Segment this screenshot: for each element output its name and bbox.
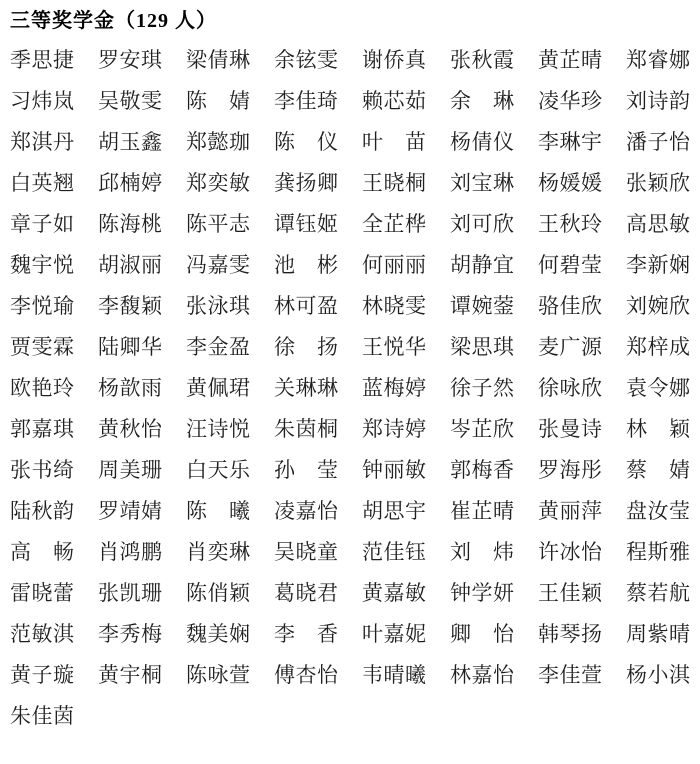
name-row [10,450,690,491]
name-cell: 蓝梅婷 [362,376,426,400]
name-cell: 徐扬 [274,335,338,359]
name-row [10,409,690,450]
name-cell: 郑睿娜 [626,48,690,72]
name-row [10,122,690,163]
name-cell: 季思捷 [10,48,74,72]
name-cell: 胡静宜 [450,253,514,277]
name-cell: 凌嘉怡 [274,499,338,523]
name-cell: 陈俏颖 [186,581,250,605]
name-cell: 蔡婧 [626,458,690,482]
name-cell: 张泳琪 [186,294,250,318]
name-row [10,696,690,737]
name-cell: 吴晓童 [274,540,338,564]
name-cell: 罗靖婧 [98,499,162,523]
name-grid [10,40,690,737]
name-cell: 黄嘉敏 [362,581,426,605]
name-cell: 徐咏欣 [538,376,602,400]
document-title: 三等奖学金（129 人） [10,10,217,32]
name-cell: 叶嘉妮 [362,622,426,646]
name-cell: 周紫晴 [626,622,690,646]
name-cell: 罗海彤 [538,458,602,482]
name-cell: 程斯雅 [626,540,690,564]
name-cell: 李佳萱 [538,663,602,687]
name-row [10,614,690,655]
name-cell: 袁令娜 [626,376,690,400]
name-cell: 朱佳茵 [10,704,74,728]
name-cell: 张凯珊 [98,581,162,605]
name-cell: 郑诗婷 [362,417,426,441]
name-cell: 陈平志 [186,212,250,236]
name-cell: 卿怡 [450,622,514,646]
name-cell: 梁倩琳 [186,48,250,72]
name-cell: 胡淑丽 [98,253,162,277]
name-cell: 范敏淇 [10,622,74,646]
name-cell: 高畅 [10,540,74,564]
name-cell: 郭嘉琪 [10,417,74,441]
name-cell: 潘子怡 [626,130,690,154]
name-row [10,40,690,81]
name-cell: 肖奕琳 [186,540,250,564]
name-cell: 谭钰姬 [274,212,338,236]
name-cell: 李琳宇 [538,130,602,154]
name-cell: 谭婉蓥 [450,294,514,318]
name-row [10,368,690,409]
name-cell: 林晓雯 [362,294,426,318]
name-cell: 胡玉鑫 [98,130,162,154]
name-cell: 梁思琪 [450,335,514,359]
name-cell: 黄芷晴 [538,48,602,72]
name-cell: 魏美娴 [186,622,250,646]
name-cell: 郑奕敏 [186,171,250,195]
name-cell: 吴敬雯 [98,89,162,113]
name-cell: 陆秋韵 [10,499,74,523]
name-cell: 王佳颖 [538,581,602,605]
name-cell: 罗安琪 [98,48,162,72]
name-cell: 孙莹 [274,458,338,482]
name-cell: 张秋霞 [450,48,514,72]
name-cell: 肖鸿鹏 [98,540,162,564]
name-cell: 欧艳玲 [10,376,74,400]
name-cell: 林颖 [626,417,690,441]
name-row [10,245,690,286]
name-cell: 陈仪 [274,130,338,154]
name-row [10,163,690,204]
name-cell: 蔡若航 [626,581,690,605]
name-cell: 池彬 [274,253,338,277]
name-cell: 葛晓君 [274,581,338,605]
name-cell: 黄丽萍 [538,499,602,523]
name-cell: 谢侨真 [362,48,426,72]
name-cell: 关琳琳 [274,376,338,400]
name-cell: 郭梅香 [450,458,514,482]
name-cell: 黄子璇 [10,663,74,687]
name-cell: 魏宇悦 [10,253,74,277]
name-cell: 盘汝莹 [626,499,690,523]
name-cell: 王秋玲 [538,212,602,236]
name-cell: 李秀梅 [98,622,162,646]
name-cell: 李佳琦 [274,89,338,113]
name-cell: 刘诗韵 [626,89,690,113]
name-cell: 许冰怡 [538,540,602,564]
name-cell: 傅杏怡 [274,663,338,687]
name-cell: 韦晴曦 [362,663,426,687]
name-cell: 刘炜 [450,540,514,564]
name-cell: 钟丽敏 [362,458,426,482]
name-cell: 张书绮 [10,458,74,482]
name-cell: 赖芯茹 [362,89,426,113]
name-cell: 杨倩仪 [450,130,514,154]
name-cell: 邱楠婷 [98,171,162,195]
name-cell: 刘婉欣 [626,294,690,318]
name-cell: 韩琴扬 [538,622,602,646]
name-cell: 岑芷欣 [450,417,514,441]
name-cell: 范佳钰 [362,540,426,564]
name-cell: 陈海桃 [98,212,162,236]
name-row [10,655,690,696]
name-cell: 郑懿珈 [186,130,250,154]
name-cell: 龚扬卿 [274,171,338,195]
name-cell: 陈曦 [186,499,250,523]
name-cell: 胡思宇 [362,499,426,523]
name-cell: 贾雯霖 [10,335,74,359]
name-cell: 黄宇桐 [98,663,162,687]
name-cell: 何丽丽 [362,253,426,277]
name-cell: 陈咏萱 [186,663,250,687]
name-row [10,327,690,368]
name-cell: 张颖欣 [626,171,690,195]
name-cell: 徐子然 [450,376,514,400]
name-row [10,81,690,122]
name-cell: 习炜岚 [10,89,74,113]
name-cell: 刘可欣 [450,212,514,236]
name-cell: 郑梓成 [626,335,690,359]
name-cell: 林嘉怡 [450,663,514,687]
name-row [10,286,690,327]
name-cell: 高思敏 [626,212,690,236]
name-row [10,573,690,614]
name-cell: 杨小淇 [626,663,690,687]
name-cell: 白英翘 [10,171,74,195]
name-cell: 林可盈 [274,294,338,318]
name-row [10,532,690,573]
name-cell: 李金盈 [186,335,250,359]
name-row [10,204,690,245]
name-cell: 余琳 [450,89,514,113]
name-cell: 郑淇丹 [10,130,74,154]
name-cell: 李香 [274,622,338,646]
name-cell: 章子如 [10,212,74,236]
name-cell: 李新娴 [626,253,690,277]
name-cell: 白天乐 [186,458,250,482]
name-cell: 王悦华 [362,335,426,359]
name-cell: 李馥颖 [98,294,162,318]
name-cell: 刘宝琳 [450,171,514,195]
name-cell: 周美珊 [98,458,162,482]
name-cell: 朱茵桐 [274,417,338,441]
name-cell: 全芷桦 [362,212,426,236]
name-cell: 黄佩珺 [186,376,250,400]
name-cell: 张曼诗 [538,417,602,441]
name-cell: 麦广源 [538,335,602,359]
name-row [10,491,690,532]
name-cell: 杨歆雨 [98,376,162,400]
name-cell: 李悦瑜 [10,294,74,318]
name-cell: 陈婧 [186,89,250,113]
name-cell: 杨媛媛 [538,171,602,195]
name-cell: 叶苗 [362,130,426,154]
name-cell: 王晓桐 [362,171,426,195]
name-cell: 冯嘉雯 [186,253,250,277]
name-cell: 汪诗悦 [186,417,250,441]
name-cell: 陆卿华 [98,335,162,359]
name-cell: 崔芷晴 [450,499,514,523]
name-cell: 余铉雯 [274,48,338,72]
name-cell: 何碧莹 [538,253,602,277]
name-cell: 黄秋怡 [98,417,162,441]
name-cell: 骆佳欣 [538,294,602,318]
name-cell: 钟学妍 [450,581,514,605]
name-cell: 凌华珍 [538,89,602,113]
name-cell: 雷晓蕾 [10,581,74,605]
